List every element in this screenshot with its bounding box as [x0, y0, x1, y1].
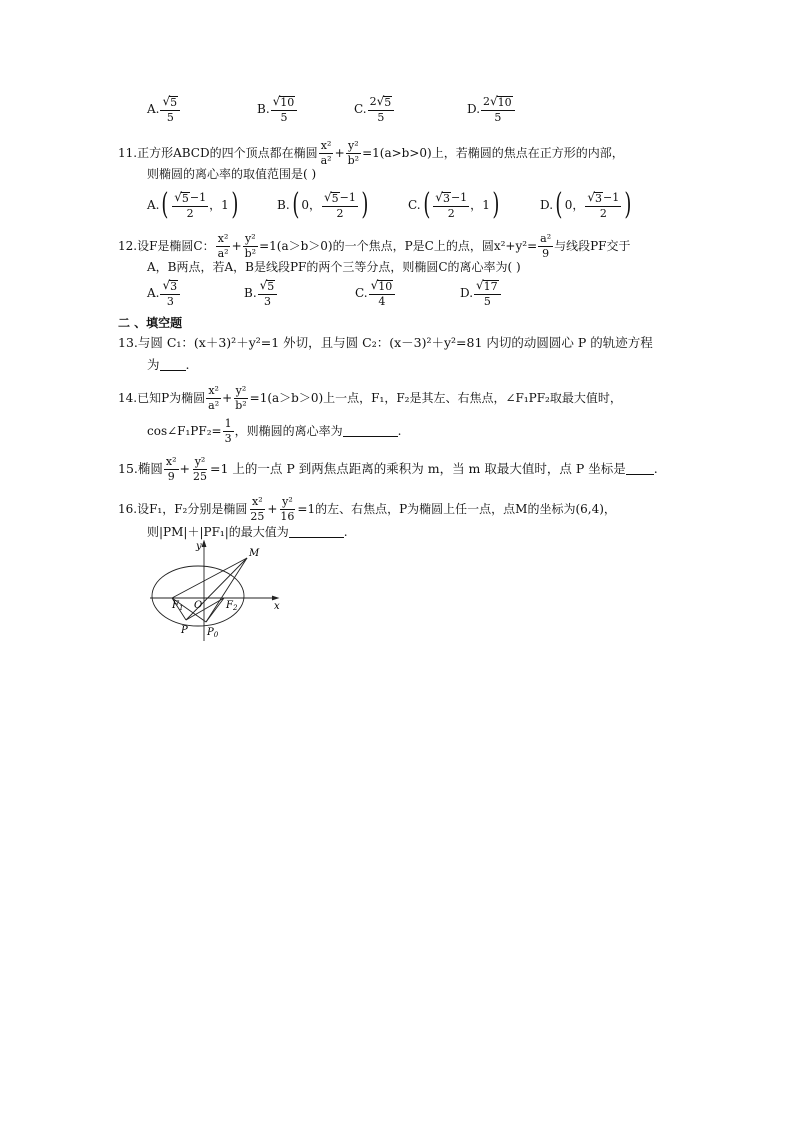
- fraction: 2 √ 10 5: [481, 95, 515, 123]
- q13-line-2: 为 .: [147, 357, 190, 372]
- q10-option-d: D. 2 √ 10 5: [467, 95, 516, 123]
- label-p: P: [181, 625, 188, 636]
- q11-options: [147, 187, 634, 222]
- x-axis-arrow: [272, 596, 278, 600]
- label-x: x: [274, 601, 280, 612]
- answer-blank[interactable]: [289, 526, 344, 538]
- q12-option-a: A. √ 3 3: [147, 279, 244, 307]
- q13-line-1: 13.与圆 C₁：(x＋3)²＋y²=1 外切，且与圆 C₂：(x－3)²＋y²=81 内切的动圆圆心 P 的轨迹方程: [118, 335, 653, 350]
- q12-options: [147, 279, 502, 307]
- q12-line-1: 12.设F是椭圆C： x² a² + $\frac{\text{y²}}{\text{b²}}$ =1(a＞b＞0)的一个焦点，P是C上的点，圆x²+y²= $\frac{\text{a²}}{9}$ 与线段PF交于: [118, 232, 631, 260]
- q10-option-c: C. 2 √ 5 5: [354, 95, 467, 123]
- q11-option-a: A. ( √ 5 −1 2 ， 1 ): [147, 187, 239, 222]
- q11-line-2: 则椭圆的离心率的取值范围是( ): [147, 167, 317, 181]
- q10-option-a: A. √ 5 5: [147, 95, 257, 123]
- y-axis-arrow: [202, 541, 206, 547]
- fraction: √ 5 5: [160, 95, 180, 123]
- q11-option-c: C. ( √ 3 −1 2 ， 1 ): [408, 187, 500, 222]
- answer-blank[interactable]: [626, 463, 654, 475]
- segment-p0-f2: [206, 598, 224, 622]
- fraction-y2-b2: $\frac{\text{y²}}{\text{b²}}$: [347, 139, 360, 167]
- segment-f1-m: [172, 558, 247, 598]
- q11-option-d: D. ( 0 ， √ 3 −1 2 ): [540, 187, 632, 222]
- ellipse-diagram: [148, 540, 288, 644]
- label-f2: $F_2$: [226, 600, 238, 612]
- fraction-x2-a2: x² a²: [320, 139, 332, 167]
- q11-line-1: 11.正方形ABCD的四个顶点都在椭圆 x² a² + $\frac{\text{y²}}{\text{b²}}$ =1(a>b>0)上，若椭圆的焦点在正方形的内部，: [118, 139, 624, 167]
- section-heading-fill-in: 二 、填空题: [118, 316, 183, 330]
- q12-option-c: C. √ 10 4: [355, 279, 460, 307]
- answer-blank[interactable]: [343, 425, 398, 437]
- label-f1: $F_1$: [172, 600, 184, 612]
- label-m: M: [249, 548, 260, 559]
- answer-blank[interactable]: [160, 359, 186, 371]
- q10-options: [147, 95, 516, 123]
- q12-line-2: A，B两点，若A，B是线段PF的两个三等分点，则椭圆C的离心率为( ): [147, 260, 521, 274]
- q14-line-1: 14.已知P为椭圆 x² a² + $\frac{\text{y²}}{\text{b²}}$ =1(a＞b＞0)上一点，F₁，F₂是其左、右焦点，∠F₁PF₂取最大值时，: [118, 384, 622, 412]
- label-o: O: [194, 600, 203, 611]
- q14-line-2: cos∠F₁PF₂= $\frac{1}{3}$ ，则椭圆的离心率为 .: [147, 417, 402, 445]
- q11-option-b: B. ( 0 ， √ 5 −1 2 ): [277, 187, 369, 222]
- q16-line-1: 16.设F₁，F₂分别是椭圆 x² 25 + $\frac{\text{y²}}{16}$ =1的左、右焦点，P为椭圆上任一点，点M的坐标为(6,4)，: [118, 495, 616, 523]
- label-y: y: [196, 541, 202, 552]
- label-p0: $P_0$: [207, 627, 219, 639]
- fraction: √ 10 5: [271, 95, 298, 123]
- q10-option-b: B. √ 10 5: [257, 95, 354, 123]
- q15-line: 15.椭圆 x² 9 + $\frac{\text{y²}}{25}$ =1 上的一点 P 到两焦点距离的乘积为 m，当 m 取最大值时，点 P 坐标是 .: [118, 455, 658, 483]
- fraction: 2 √ 5 5: [368, 95, 395, 123]
- q12-option-d: D. √ 17 5: [460, 279, 502, 307]
- q16-line-2: 则|PM|＋|PF₁|的最大值为 .: [147, 525, 348, 539]
- q12-option-b: B. √ 5 3: [244, 279, 355, 307]
